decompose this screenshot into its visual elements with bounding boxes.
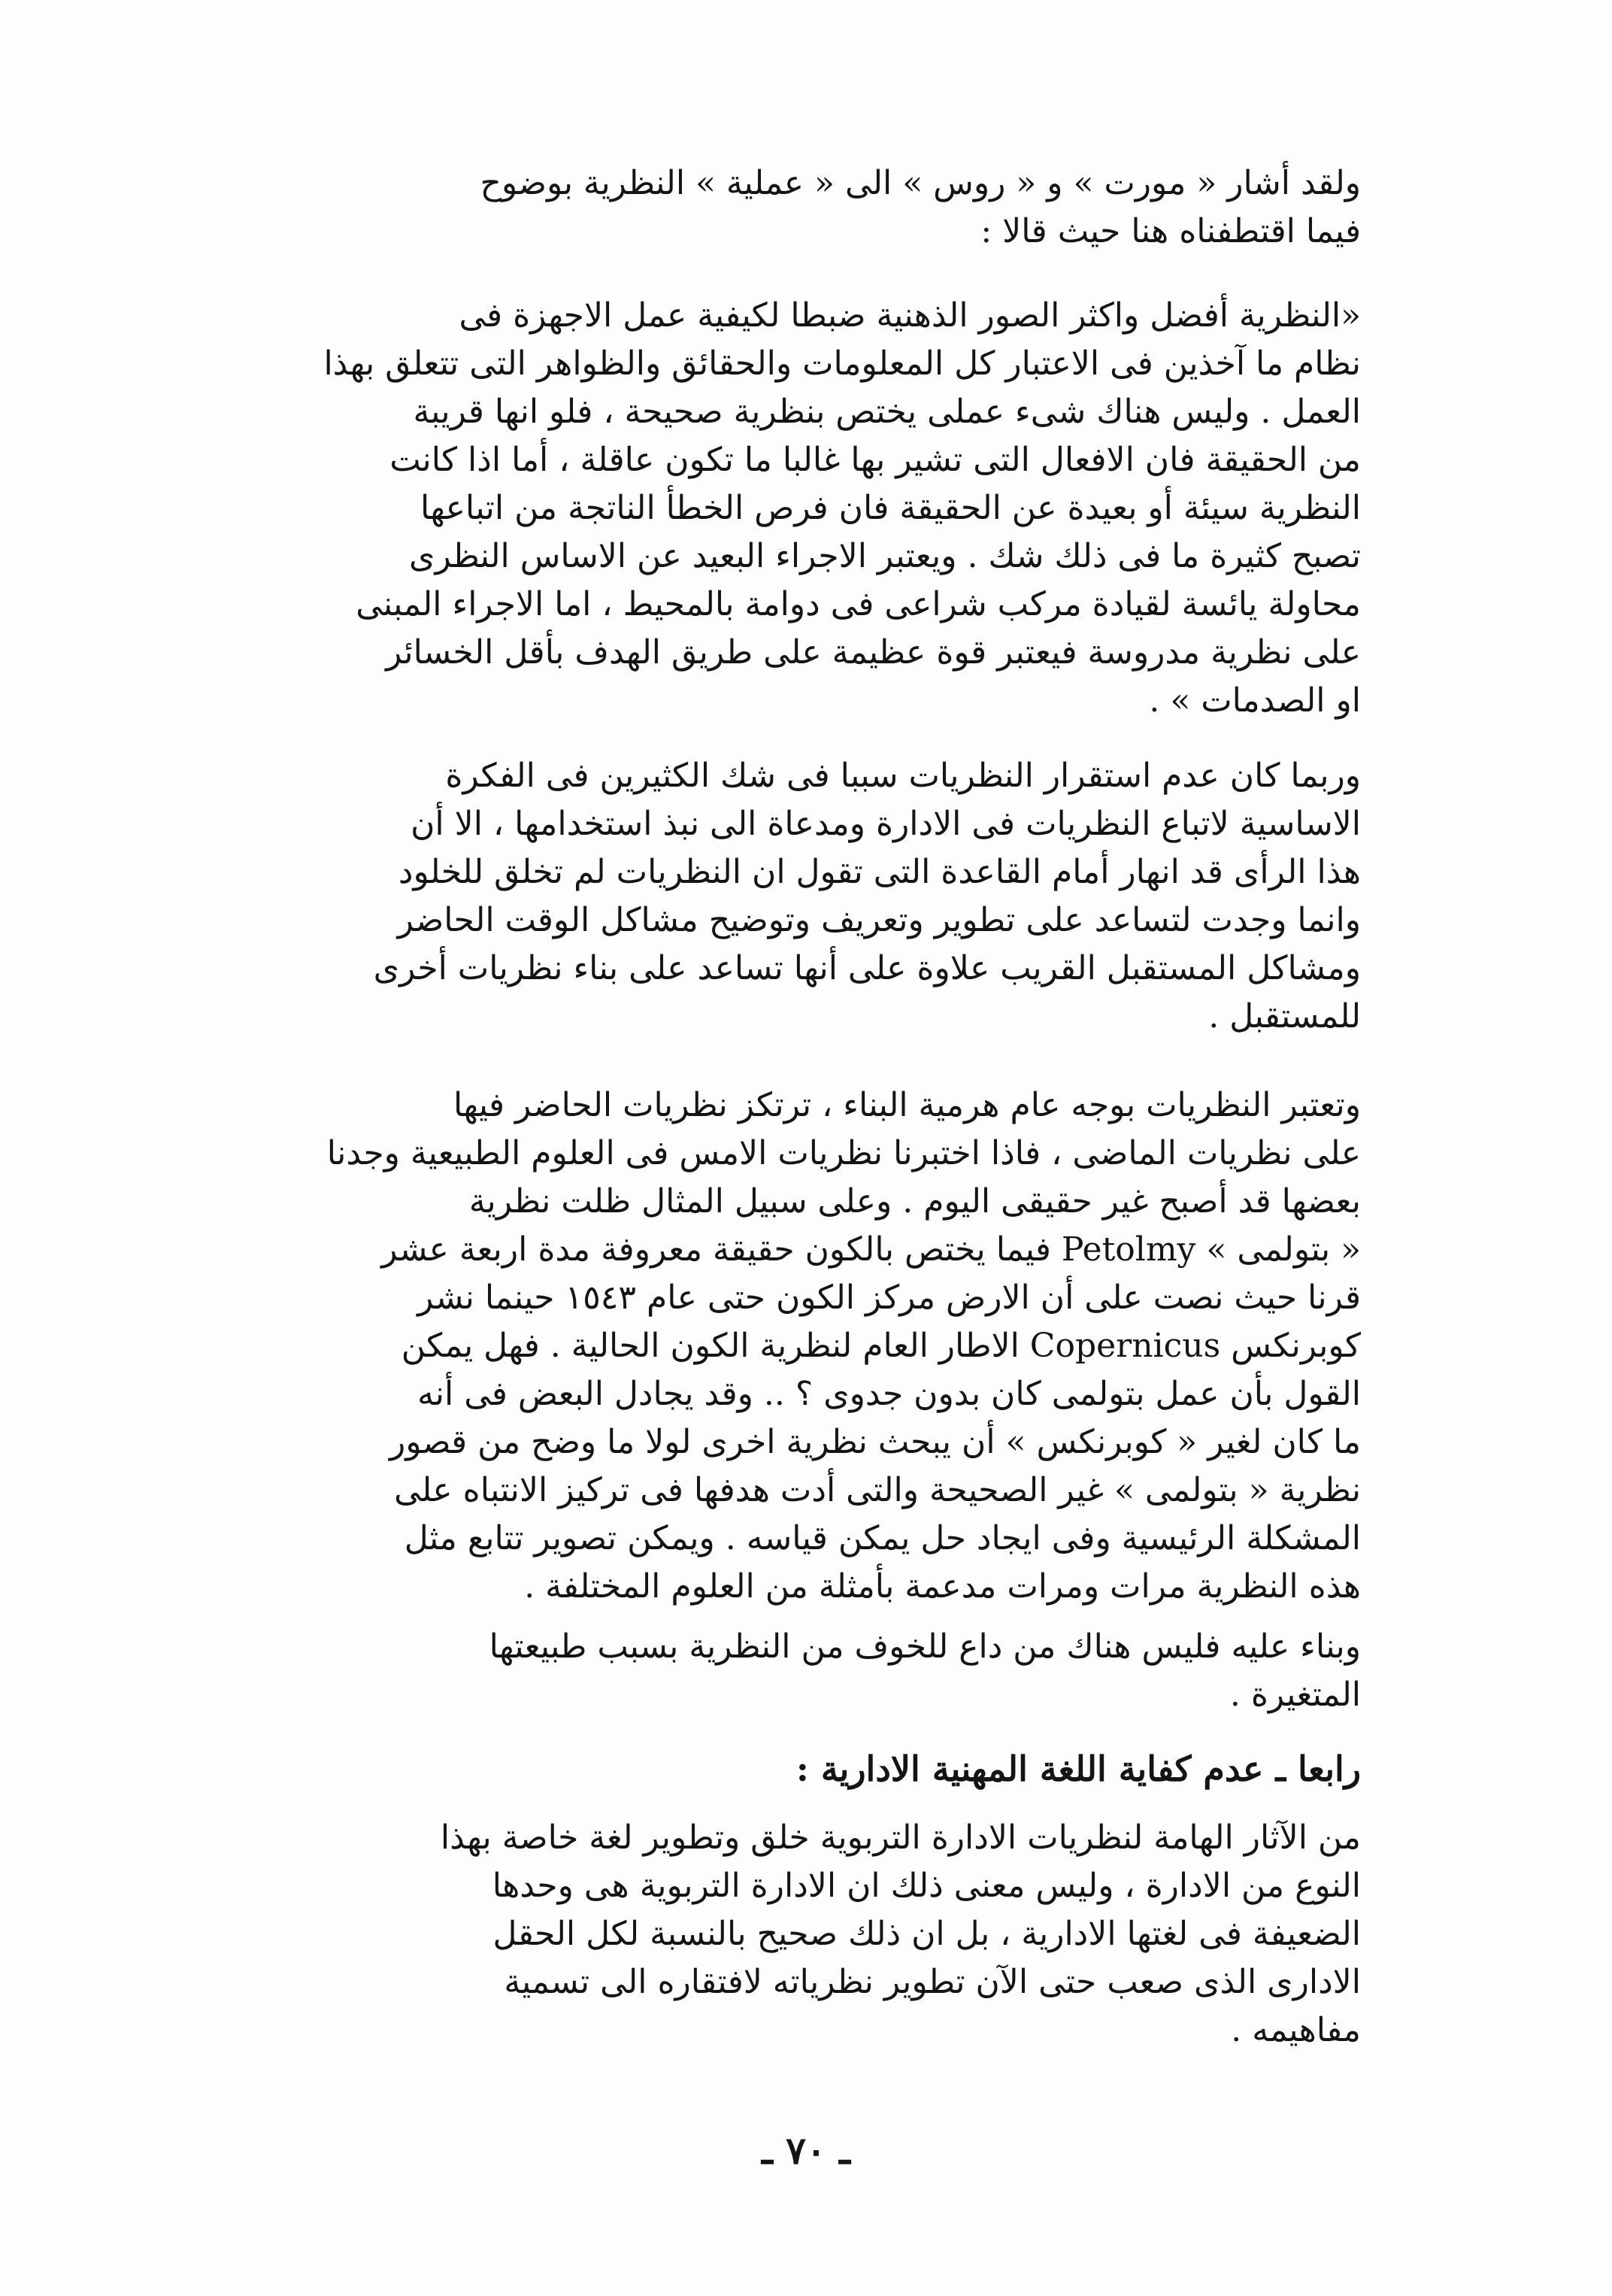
paragraph-language [271, 1814, 1361, 2055]
text-line: الاساسية لاتباع النظريات فى الادارة ومدعاة الى نبذ استخدامها ، الا أن [411, 805, 1361, 843]
page-number: ـ ٧٠ ـ [762, 2128, 850, 2173]
text-line: مفاهيمه . [1231, 2011, 1361, 2049]
text-line: تصبح كثيرة ما فى ذلك شك . ويعتبر الاجراء البعيد عن الاساس النظرى [409, 537, 1361, 575]
text-line: وبناء عليه فليس هناك من داع للخوف من النظرية بسبب طبيعتها [489, 1627, 1361, 1666]
text-line: الضعيفة فى لغتها الادارية ، بل ان ذلك صحيح بالنسبة لكل الحقل [492, 1915, 1361, 1953]
text-line: «النظرية أفضل واكثر الصور الذهنية ضبطا لكيفية عمل الاجهزة فى [459, 296, 1361, 335]
text-line: ما كان لغير « كوبرنكس » أن يبحث نظرية اخرى لولا ما وضح من قصور [389, 1423, 1361, 1461]
text-line: « بتولمى » Petolmy فيما يختص بالكون حقيقة معروفة مدة اربعة عشر [381, 1230, 1361, 1269]
text-line: هذه النظرية مرات ومرات مدعمة بأمثلة من العلوم المختلفة . [524, 1567, 1361, 1606]
text-line: بعضها قد أصبح غير حقيقى اليوم . وعلى سبيل المثال ظلت نظرية [468, 1182, 1361, 1221]
text-line: فيما اقتطفناه هنا حيث قالا : [980, 212, 1361, 250]
section-heading: رابعا ـ عدم كفاية اللغة المهنية الادارية : [795, 1749, 1361, 1789]
text-line: الادارى الذى صعب حتى الآن تطوير نظرياته لافتقاره الى تسمية [504, 1963, 1361, 2001]
text-line: كوبرنكس Copernicus الاطار العام لنظرية الكون الحالية . فهل يمكن [401, 1327, 1361, 1365]
text-line: من الآثار الهامة لنظريات الادارة التربوية خلق وتطوير لغة خاصة بهذا [440, 1818, 1361, 1857]
paragraph-hierarchy [271, 1081, 1361, 1611]
text-line: العمل . وليس هناك شىء عملى يختص بنظرية صحيحة ، فلو انها قريبة [413, 393, 1361, 431]
paragraph-quote [271, 292, 1361, 725]
text-line: وتعتبر النظريات بوجه عام هرمية البناء ، ترتكز نظريات الحاضر فيها [453, 1086, 1361, 1124]
paragraph-conclusion [271, 1623, 1361, 1719]
text-line: من الحقيقة فان الافعال التى تشير بها غالبا ما تكون عاقلة ، أما اذا كانت [389, 441, 1361, 479]
text-line: وربما كان عدم استقرار النظريات سببا فى شك الكثيرين فى الفكرة [445, 757, 1361, 795]
text-line: نظام ما آخذين فى الاعتبار كل المعلومات والحقائق والظواهر التى تتعلق بهذا [323, 344, 1361, 383]
text-line: النوع من الادارة ، وليس معنى ذلك ان الادارة التربوية هى وحدها [492, 1867, 1361, 1905]
text-line: للمستقبل . [1208, 997, 1361, 1036]
text-line: وانما وجدت لتساعد على تطوير وتعريف وتوضيح مشاكل الوقت الحاضر [397, 901, 1361, 939]
text-line: قرنا حيث نصت على أن الارض مركز الكون حتى عام ١٥٤٣ حينما نشر [417, 1278, 1361, 1317]
paragraph-instability [271, 752, 1361, 1041]
text-line: محاولة يائسة لقيادة مركب شراعى فى دوامة بالمحيط ، اما الاجراء المبنى [356, 585, 1361, 623]
text-line: ومشاكل المستقبل القريب علاوة على أنها تساعد على بناء نظريات أخرى [373, 949, 1361, 987]
text-line: المشكلة الرئيسية وفى ايجاد حل يمكن قياسه . ويمكن تصوير تتابع مثل [404, 1519, 1361, 1557]
text-line: على نظريات الماضى ، فاذا اختبرنا نظريات الامس فى العلوم الطبيعية وجدنا [326, 1134, 1361, 1172]
text-line: النظرية سيئة أو بعيدة عن الحقيقة فان فرص الخطأ الناتجة من اتباعها [420, 489, 1361, 527]
text-line: نظرية « بتولمى » غير الصحيحة والتى أدت هدفها فى تركيز الانتباه على [394, 1471, 1361, 1509]
text-line: او الصدمات » . [1149, 681, 1361, 720]
text-line: القول بأن عمل بتولمى كان بدون جدوى ؟ .. وقد يجادل البعض فى أنه [417, 1375, 1361, 1413]
paragraph-intro [271, 159, 1361, 256]
text-line: المتغيرة . [1229, 1676, 1361, 1714]
text-line: ولقد أشار « مورت » و « روس » الى « عملية » النظرية بوضوح [480, 164, 1361, 202]
text-line: هذا الرأى قد انهار أمام القاعدة التى تقول ان النظريات لم تخلق للخلود [398, 853, 1361, 891]
text-line: على نظرية مدروسة فيعتبر قوة عظيمة على طريق الهدف بأقل الخسائر [386, 633, 1361, 672]
